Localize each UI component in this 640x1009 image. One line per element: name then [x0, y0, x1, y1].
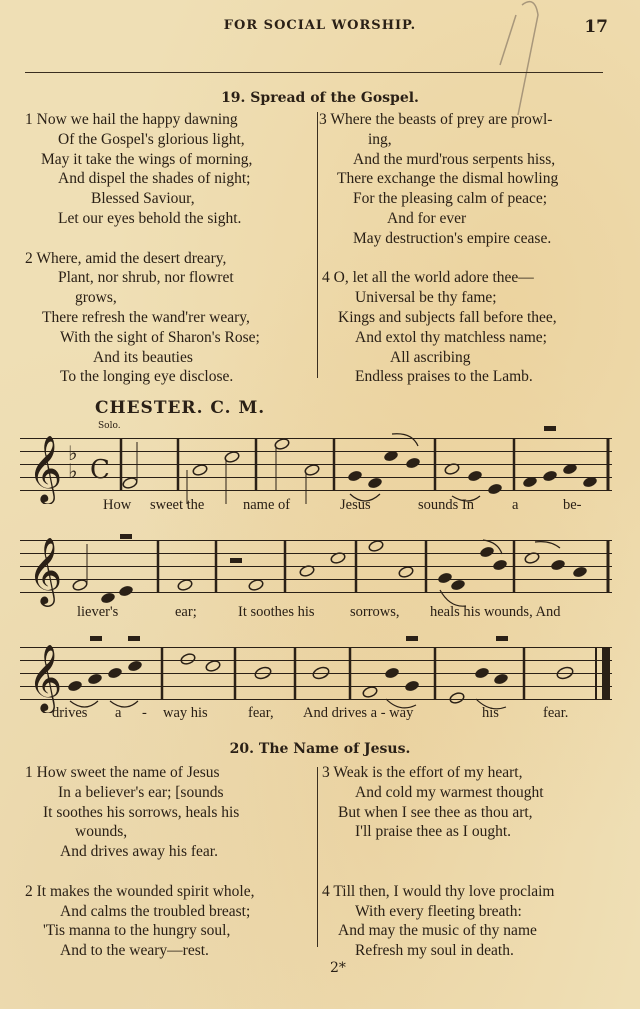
lyrics-line-1	[0, 497, 640, 515]
lyric-syllable: a	[512, 497, 519, 513]
verse-line: grows,	[75, 289, 117, 307]
verse-line: To the longing eye disclose.	[60, 368, 234, 386]
verse-line: 4 O, let all the world adore thee—	[322, 269, 534, 287]
verse-line: In a believer's ear; [sounds	[58, 783, 224, 801]
verse-line: 3 Weak is the effort of my heart,	[322, 764, 523, 781]
lyric-syllable: How	[103, 497, 132, 513]
verse-line: Of the Gospel's glorious light,	[58, 130, 245, 148]
verse-line: I'll praise thee as I ought.	[355, 823, 512, 841]
verse-line: And calms the troubled breast;	[60, 902, 251, 920]
lyric-syllable: heals his wounds, And	[430, 604, 561, 620]
page-number: 17	[584, 17, 608, 37]
verse-line: 3 Where the beasts of prey are prowl-	[319, 111, 553, 128]
lyric-syllable: name of	[243, 497, 291, 513]
svg-text:𝄞: 𝄞	[28, 643, 63, 711]
lyric-syllable: drives	[52, 705, 88, 721]
lyric-syllable: And drives a - way	[303, 705, 414, 721]
lyric-syllable: fear.	[543, 705, 569, 721]
verse-line: And cold my warmest thought	[355, 783, 544, 801]
lyric-syllable: a	[115, 705, 122, 721]
verse-line: And the murd'rous serpents hiss,	[353, 150, 556, 168]
verse-line: 'Tis manna to the hungry soul,	[43, 922, 231, 940]
tune-title: CHESTER. C. M.	[95, 398, 266, 418]
verse-line: 1 Now we hail the happy dawning	[25, 111, 238, 128]
verse-line: Plant, nor shrub, nor flowret	[58, 269, 234, 287]
verse-line: May it take the wings of morning,	[41, 150, 253, 168]
lyric-syllable: sweet the	[150, 497, 205, 513]
verse-line: And drives away his fear.	[60, 843, 218, 861]
verse-line: Let our eyes behold the sight.	[58, 209, 242, 227]
lyrics-line-2	[0, 604, 640, 622]
verse-line: And dispel the shades of night;	[58, 170, 251, 188]
verse-line: And its beauties	[93, 348, 193, 366]
lyric-syllable: liever's	[77, 604, 119, 620]
verse-line: Kings and subjects fall before thee,	[338, 308, 557, 326]
hymn-19-left-column	[0, 110, 318, 387]
verse-line	[310, 249, 640, 269]
treble-clef-icon: 𝄞	[28, 434, 63, 502]
verse-line: There refresh the wand'rer weary,	[42, 308, 250, 326]
verse-line	[0, 862, 318, 882]
verse-line: 1 How sweet the name of Jesus	[25, 764, 220, 781]
hymn-20-left-column	[0, 763, 318, 961]
verse-line: And extol thy matchless name;	[355, 328, 547, 346]
signature-mark: 2*	[330, 960, 346, 976]
lyric-syllable: It soothes his	[238, 604, 315, 620]
music-staff-1	[20, 434, 612, 502]
verse-line: There exchange the dismal howling	[337, 170, 559, 188]
flat-icon: ♭	[68, 441, 78, 465]
verse-line: 2 It makes the wounded spirit whole,	[25, 882, 255, 900]
lyric-syllable: sorrows,	[350, 604, 400, 620]
staff-2-notation	[20, 528, 612, 608]
hymn-19-right-column	[310, 110, 640, 387]
running-title: FOR SOCIAL WORSHIP.	[223, 18, 417, 33]
svg-text:𝄞: 𝄞	[28, 536, 63, 604]
lyric-syllable: Jesus	[340, 497, 371, 513]
verse-line: With the sight of Sharon's Rose;	[60, 328, 260, 346]
hymn-20-title: 20. The Name of Jesus.	[229, 741, 411, 757]
verse-line	[310, 862, 640, 882]
verse-line: With every fleeting breath:	[355, 902, 522, 920]
verse-line: wounds,	[75, 823, 128, 841]
lyric-syllable: be-	[563, 497, 582, 513]
lyric-syllable: his	[482, 705, 499, 721]
verse-line: Endless praises to the Lamb.	[355, 368, 533, 386]
lyric-syllable: way his	[163, 705, 208, 721]
verse-line: For the pleasing calm of peace;	[353, 190, 548, 208]
verse-line: But when I see thee as thou art,	[338, 803, 533, 821]
music-staff-2	[20, 536, 612, 604]
hymn-19-title: 19. Spread of the Gospel.	[221, 90, 419, 106]
verse-line: Refresh my soul in death.	[355, 942, 514, 960]
verse-line: And may the music of thy name	[338, 922, 537, 940]
verse-line: 4 Till then, I would thy love proclaim	[322, 882, 555, 900]
verse-line: 2 Where, amid the desert dreary,	[25, 249, 227, 267]
verse-line: Universal be thy fame;	[355, 289, 497, 307]
staff-3-notation	[20, 635, 612, 713]
music-staff-3	[20, 643, 612, 711]
staff-1-notation	[20, 426, 612, 504]
header-rule	[25, 72, 603, 73]
verse-line: And to the weary—rest.	[60, 942, 209, 960]
verse-line: It soothes his sorrows, heals his	[43, 803, 240, 821]
lyric-syllable: -	[142, 705, 147, 721]
verse-line: And for ever	[387, 209, 467, 227]
verse-line: Blessed Saviour,	[91, 190, 195, 208]
lyric-syllable: sounds In	[418, 497, 474, 513]
solo-direction: Solo.	[98, 421, 121, 431]
common-time-icon: C	[90, 455, 110, 485]
lyric-syllable: fear,	[248, 705, 274, 721]
verse-line: May destruction's empire cease.	[353, 229, 552, 247]
verse-line	[0, 229, 318, 249]
verse-line: ing,	[368, 130, 392, 148]
verse-line: All ascribing	[390, 348, 471, 366]
hymn-20-right-column	[310, 763, 640, 961]
lyric-syllable: ear;	[175, 604, 197, 620]
verse-line	[310, 842, 640, 862]
svg-text:♭: ♭	[68, 459, 78, 483]
lyrics-line-3	[0, 705, 640, 723]
